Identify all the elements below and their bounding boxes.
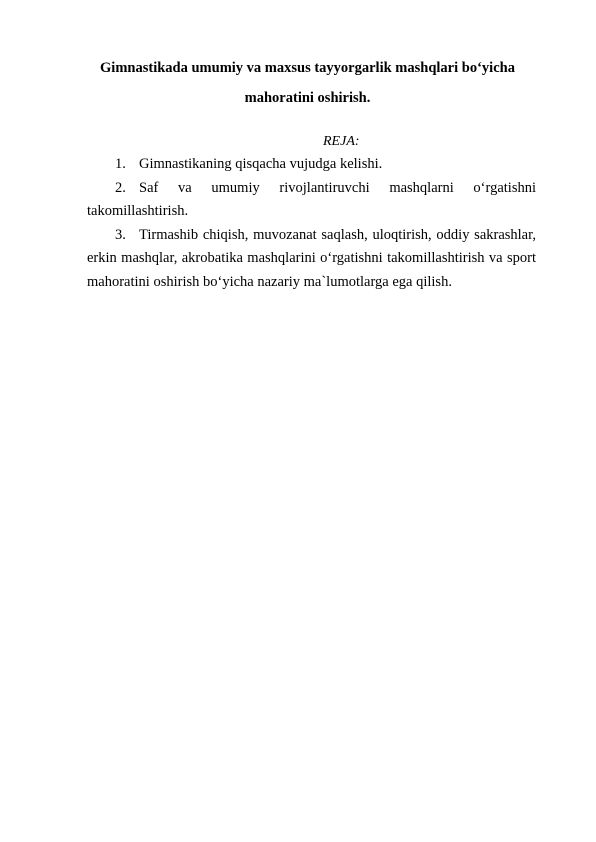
- list-item-number: 1.: [115, 156, 126, 172]
- document-title: Gimnastikada umumiy va maxsus tayyorgarlik mashqlari bo‘yicha mahoratini oshirish.: [100, 60, 515, 106]
- list-item-number: 3.: [115, 226, 126, 243]
- list-item: [87, 177, 536, 224]
- list-item-text: Gimnastikaning qisqacha vujudga kelishi.: [139, 156, 383, 172]
- plan-heading: REJA:: [323, 134, 360, 149]
- list-item: [87, 224, 536, 295]
- plan-list: [87, 153, 536, 294]
- list-item: [87, 153, 536, 177]
- list-item-text: Saf va umumiy rivojlantiruvchi mashqlarni o‘rgatishni takomillashtirish.: [87, 179, 536, 219]
- list-item-text: Tirmashib chiqish, muvozanat saqlash, uloqtirish, oddiy sakrashlar, erkin mashqlar, akrobatika mashqlarini o‘rgatishni takomillashtirish va sport mahoratini oshirish bo‘yicha nazariy ma`lumotlarga ega qilish.: [87, 226, 536, 290]
- list-item-number: 2.: [115, 179, 126, 196]
